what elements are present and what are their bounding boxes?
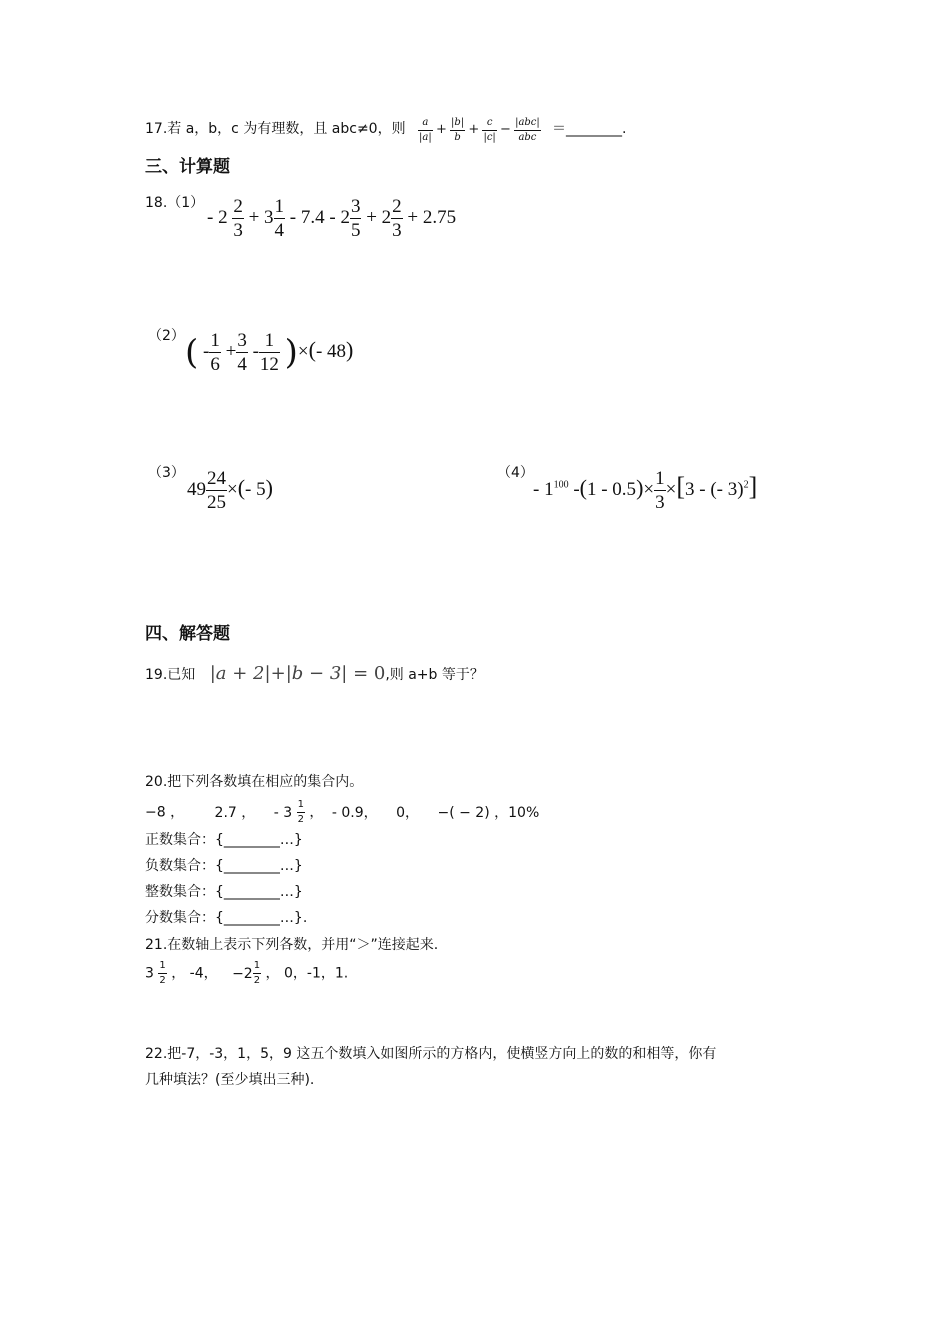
q17-fraction-2: $\frac{|b|}{b}$ xyxy=(451,117,465,143)
q17-prefix: 17.若 a，b，c 为有理数，且 abc≠0，则 xyxy=(145,121,406,137)
section-4-title: 四、解答题 xyxy=(145,624,230,644)
q20-title: 20.把下列各数填在相应的集合内。 xyxy=(145,774,364,790)
q18-part1-expression: - 2 $\frac{2}{3}$ + 3 $\frac{1}{4}$ - 7.4 - 2 $\frac{3}{5}$ + 2 $\frac{2}{3}$ + 2.75 xyxy=(207,196,457,241)
q17-fraction-4: $\frac{\text{|abc|}}{\text{abc}}$ xyxy=(515,117,540,143)
q20-numbers: −8 ， 2.7 ， - 3 $\frac{1}{2}$ ， - 0.9， 0， −( − 2) ，10% xyxy=(145,799,540,825)
q20-set-integer: 整数集合：{________…} xyxy=(145,884,303,900)
q21-title: 21.在数轴上表示下列各数，并用“＞”连接起来. xyxy=(145,937,439,953)
q17-fraction-3: $\frac{c}{|c|}$ xyxy=(483,117,496,143)
q20-set-positive: 正数集合：{________…} xyxy=(145,832,303,848)
q18-part3-expression: 49 $\frac{24}{25}$ ×(- 5) xyxy=(187,468,273,513)
q17-fraction-1: $\frac{a}{|a|}$ xyxy=(419,117,432,143)
q18-label-3: （3） xyxy=(148,465,185,481)
q20-set-negative: 负数集合：{________…} xyxy=(145,858,303,874)
q20-set-fraction: 分数集合：{________…}. xyxy=(145,910,308,926)
q17-equals: ＝ xyxy=(551,121,566,137)
section-3-title: 三、计算题 xyxy=(145,157,230,177)
q18-part2-expression: ( - $\frac{1}{6}$ + $\frac{3}{4}$ - $\frac{1}{12}$ )×(- 48) xyxy=(185,330,354,375)
q22-line-1: 22.把-7，-3，1，5，9 这五个数填入如图所示的方格内，使横竖方向上的数的和相等，你有 xyxy=(145,1046,717,1062)
q17-plus-2: + xyxy=(468,122,480,137)
q18-label-4: （4） xyxy=(497,465,534,481)
q18-part4-expression: - $1^{100}$ -(1 - 0.5)× $\frac{1}{3}$ ×[3 - (- 3)$^2$] xyxy=(533,468,758,513)
question-19: 19.已知 |a + 2|+|b − 3| = 0,则 a+b 等于？ xyxy=(145,663,484,684)
q17-blank: ________. xyxy=(565,121,627,137)
q18-label: 18.（1） xyxy=(145,195,205,211)
q18-label-2: （2） xyxy=(148,328,185,344)
question-17: 17.若 a，b，c 为有理数，且 abc≠0，则 $\frac{a}{|a|}$ + $\frac{|b|}{b}$ + $\frac{c}{|c|}$ − $\frac{\text{|abc|}}{\text{abc}}$ ＝________. xyxy=(145,117,627,143)
q21-numbers: 3 $\frac{1}{2}$ ， -4， −2 $\frac{1}{2}$ ， 0，-1，1. xyxy=(145,960,349,986)
q22-line-2: 几种填法？(至少填出三种). xyxy=(145,1072,315,1088)
